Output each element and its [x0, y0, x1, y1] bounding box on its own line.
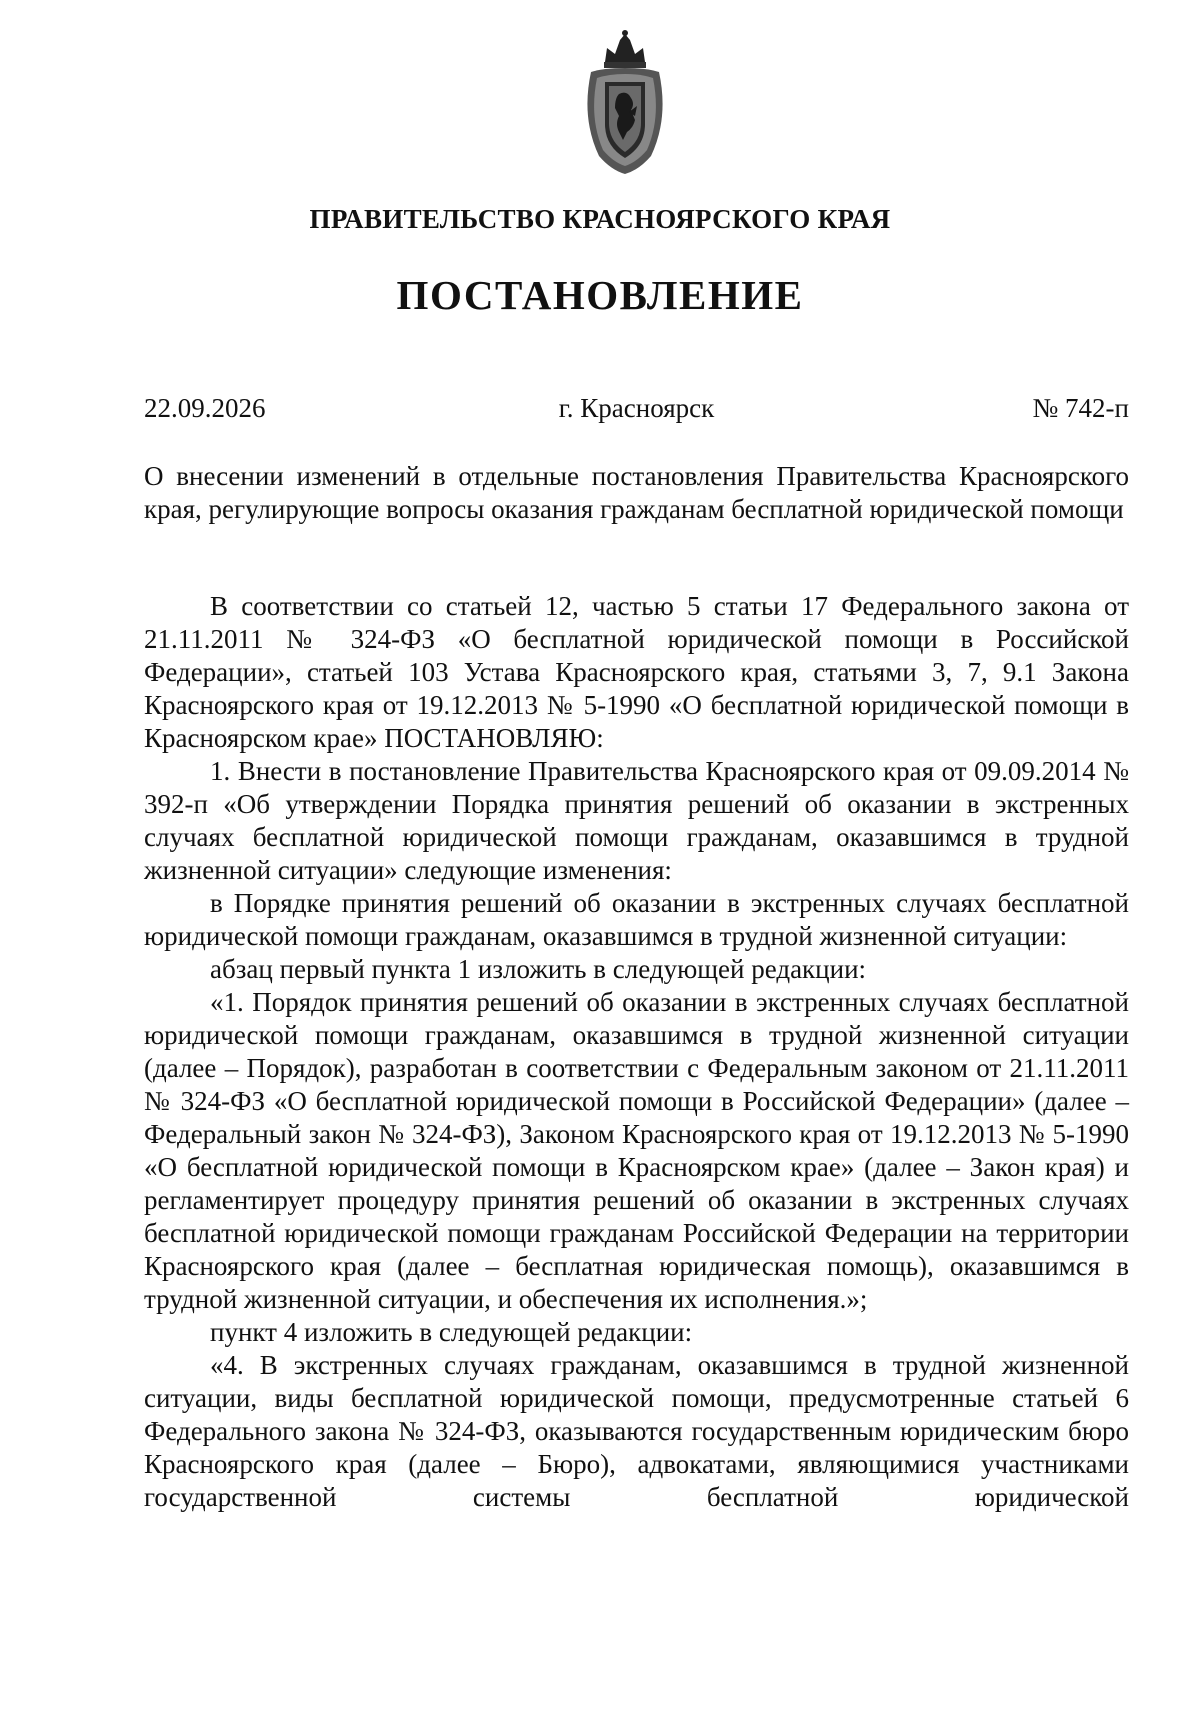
document-meta-row	[144, 391, 1129, 425]
organization-title: ПРАВИТЕЛЬСТВО КРАСНОЯРСКОГО КРАЯ	[309, 204, 891, 234]
body-paragraph: «1. Порядок принятия решений об оказании в экстренных случаях бесплатной юридической помощи гражданам, оказавшимся в трудной жизненной ситуации (далее – Порядок), разработан в соответствии с Федеральным законом от 21.11.2011 № 324-ФЗ «О бесплатной юридической помощи в Российской Федерации» (далее – Федеральный закон № 324-ФЗ), Законом Красноярского края от 19.12.2013 № 5-1990 «О бесплатной юридической помощи в Красноярском крае» (далее – Закон края) и регламентирует процедуру принятия решений об оказании в экстренных случаях бесплатной юридической помощи гражданам Российской Федерации на территории Красноярского края (далее – бесплатная юридическая помощь), оказавшимся в трудной жизненной ситуации, и обеспечения их исполнения.»;	[144, 987, 1129, 1314]
body-paragraph: в Порядке принятия решений об оказании в экстренных случаях бесплатной юридической помощи гражданам, оказавшимся в трудной жизненной ситуации:	[144, 888, 1129, 951]
body-paragraph: пункт 4 изложить в следующей редакции:	[210, 1317, 693, 1347]
document-type-title: ПОСТАНОВЛЕНИЕ	[396, 272, 804, 318]
krasnoyarsk-coat-of-arms-icon	[577, 28, 673, 176]
document-body	[144, 590, 1129, 1514]
body-paragraph: 1. Внести в постановление Правительства Красноярского края от 09.09.2014 № 392-п «Об утверждении Порядка принятия решений об оказании в экстренных случаях бесплатной юридической помощи гражданам, оказавшимся в трудной жизненной ситуации» следующие изменения:	[144, 756, 1129, 885]
body-paragraph: «4. В экстренных случаях гражданам, оказавшимся в трудной жизненной ситуации, виды бесплатной юридической помощи, предусмотренные статьей 6 Федерального закона № 324-ФЗ, оказываются государственным юридическим бюро Красноярского края (далее – Бюро), адвокатами, являющимися участниками государственной системы бесплатной юридической	[144, 1350, 1129, 1512]
document-subject: О внесении изменений в отдельные постановления Правительства Красноярского края, регулирующие вопросы оказания гражданам бесплатной юридической помощи	[144, 461, 1129, 524]
document-city: г. Красноярск	[558, 393, 715, 423]
body-paragraph: абзац первый пункта 1 изложить в следующей редакции:	[210, 954, 867, 984]
body-paragraph: В соответствии со статьей 12, частью 5 статьи 17 Федерального закона от 21.11.2011 № 324-ФЗ «О бесплатной юридической помощи в Российской Федерации», статьей 103 Устава Красноярского края, статьями 3, 7, 9.1 Закона Красноярского края от 19.12.2013 № 5-1990 «О бесплатной юридической помощи в Красноярском крае» ПОСТАНОВЛЯЮ:	[144, 591, 1129, 753]
document-number: № 742-п	[1032, 393, 1129, 423]
document-date: 22.09.2026	[144, 393, 266, 423]
